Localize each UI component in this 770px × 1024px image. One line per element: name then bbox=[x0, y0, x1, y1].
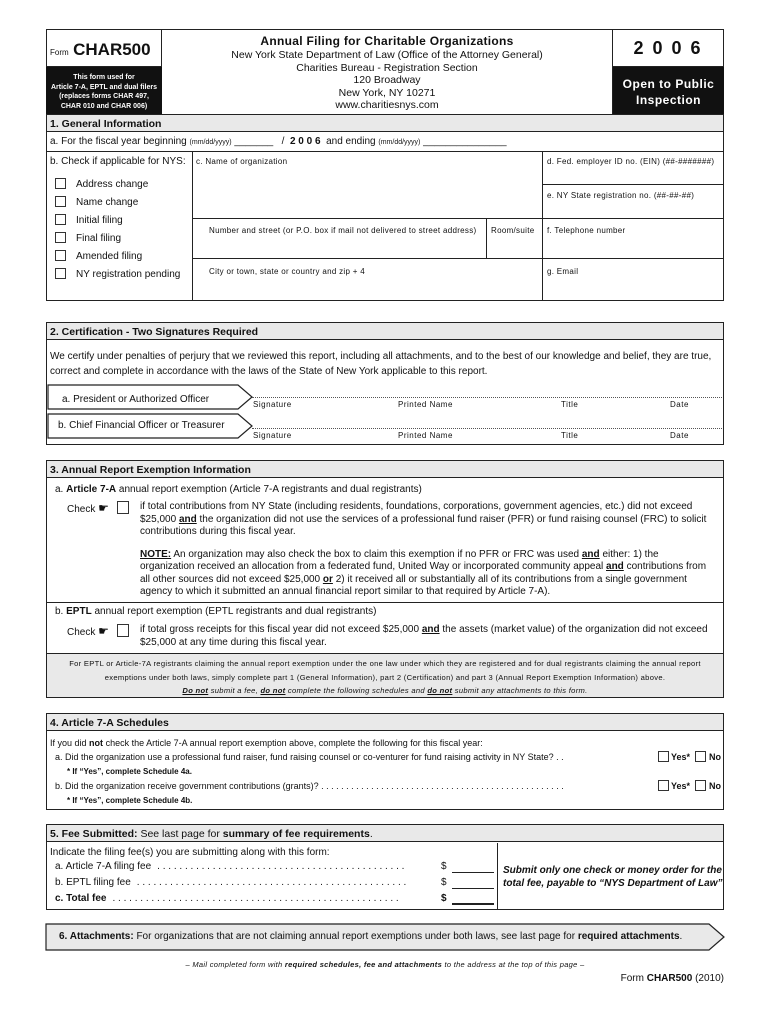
amount: $25,000 bbox=[140, 513, 177, 525]
col-signature: Signature bbox=[253, 400, 292, 409]
period: . bbox=[679, 931, 683, 942]
used-for-line: CHAR 010 and CHAR 006) bbox=[60, 102, 148, 110]
currency-symbol: $ bbox=[441, 861, 447, 872]
col-date: Date bbox=[670, 400, 689, 409]
fee-amount-field[interactable] bbox=[452, 875, 494, 889]
agency-line: New York State Department of Law (Office of the Attorney General) bbox=[231, 49, 543, 61]
yes-label: Yes* bbox=[671, 752, 691, 762]
pointing-hand-icon: ☛ bbox=[98, 624, 109, 638]
org-name-field[interactable] bbox=[194, 168, 540, 216]
note-line: organization received an allocation from a federated fund, United Way or incorporated community appeal bbox=[140, 561, 604, 572]
footnote-line: For EPTL or Article-7A registrants claiming the annual report exemption under the one law under which they are registered and for dual registrants claiming the annual report bbox=[69, 659, 701, 668]
and-emph: and bbox=[178, 513, 197, 525]
exemption-line: $25,000 at any time during this fiscal year. bbox=[140, 636, 327, 648]
exemption-b-heading bbox=[55, 606, 376, 617]
question-4a-yes-checkbox[interactable] bbox=[658, 751, 669, 762]
fee-amount-field[interactable] bbox=[452, 891, 494, 905]
tax-year: 2 0 0 6 bbox=[633, 38, 703, 58]
fee-amount-field[interactable] bbox=[452, 859, 494, 873]
note-label: NOTE: bbox=[140, 548, 172, 560]
checkbox-label: Name change bbox=[76, 197, 139, 208]
note-line: all other sources did not exceed $25,000 bbox=[140, 573, 321, 585]
nys-reg-label: e. NY State registration no. (##-##-##) bbox=[547, 191, 695, 200]
fee-label: c. Total fee bbox=[55, 893, 107, 904]
used-for-line: This form used for bbox=[73, 74, 135, 81]
or-emph: or bbox=[322, 573, 333, 585]
divider bbox=[192, 218, 724, 219]
note-line: agency to which it submitted an annual financial report similar to that required by Article 7-A). bbox=[140, 586, 551, 597]
col-printed-name: Printed Name bbox=[398, 431, 453, 440]
used-for-line: (replaces forms CHAR 497, bbox=[59, 93, 149, 100]
exemption-a-text bbox=[140, 501, 706, 599]
cert-line: We certify under penalties of perjury that we reviewed this report, including all attachments, and to the best of our knowledge and belief, they are true, bbox=[50, 351, 712, 362]
do-not-emph: Do not bbox=[182, 686, 209, 695]
question-4b-no-checkbox[interactable] bbox=[695, 780, 706, 791]
fee-label: a. Article 7-A filing fee bbox=[55, 861, 152, 872]
email-label: g. Email bbox=[547, 267, 579, 276]
fee-summary-link: summary of fee requirements bbox=[222, 828, 370, 840]
leader-dots: . . . . . . . . . . . . . . . . . . . . . . . . . . . . . . . . . . . . . . . . . . . . . bbox=[157, 861, 405, 872]
and-emph: and bbox=[581, 548, 600, 560]
col-title: Title bbox=[561, 431, 579, 440]
street-field[interactable] bbox=[194, 238, 484, 256]
question-4a-no-checkbox[interactable] bbox=[695, 751, 706, 762]
footnote-line: submit any attachments to this form. bbox=[454, 686, 588, 695]
checkbox-label: Initial filing bbox=[76, 215, 123, 226]
col-signature: Signature bbox=[253, 431, 292, 440]
section-5-heading bbox=[46, 824, 724, 842]
do-not-emph: do not bbox=[427, 686, 453, 695]
room-field[interactable] bbox=[488, 238, 540, 256]
check-prompt bbox=[67, 624, 109, 638]
eptl-exemption-checkbox[interactable] bbox=[117, 624, 129, 637]
question-4b: b. Did the organization receive government contributions (grants)? . . . . . . . . . . . . . . . . . . . . . . . . . . . . . . . . . . . . . . . . . . . . . . . . . bbox=[55, 781, 564, 791]
fee-heading-bold: 5. Fee Submitted: bbox=[50, 828, 138, 840]
pointing-hand-icon: ☛ bbox=[98, 501, 109, 515]
leader-dots: . . . . . . . . . . . . . . . . . . . . . . . . . . . . . . . . . . . . . . . . . . . . . . . . . bbox=[136, 877, 407, 888]
fiscal-year-line bbox=[50, 136, 507, 147]
payment-line: Submit only one check or money order for the bbox=[503, 865, 722, 876]
section-1-heading: 1. General Information bbox=[46, 114, 724, 132]
section-4-heading: 4. Article 7-A Schedules bbox=[46, 713, 724, 731]
public-inspection-box bbox=[613, 67, 724, 115]
col-printed-name: Printed Name bbox=[398, 400, 453, 409]
attachments-label: 6. Attachments: bbox=[59, 931, 134, 942]
form-id bbox=[50, 40, 151, 60]
form-title: Annual Filing for Charitable Organizations bbox=[260, 34, 514, 48]
ein-label: d. Fed. employer ID no. (EIN) (##-#######) bbox=[547, 157, 715, 166]
section-3-heading: 3. Annual Report Exemption Information bbox=[46, 460, 724, 478]
footnote-line: submit a fee, bbox=[210, 686, 259, 695]
fiscal-prefix: a. For the fiscal year beginning bbox=[50, 136, 187, 147]
mail-emph: required schedules, fee and attachments bbox=[284, 960, 443, 969]
mail-text: to the address at the top of this page – bbox=[444, 960, 585, 969]
eptl-label: EPTL bbox=[66, 606, 92, 617]
fee-row bbox=[55, 861, 495, 872]
and-emph: and bbox=[606, 561, 624, 572]
date-format: (mm/dd/yyyy) bbox=[378, 139, 421, 146]
divider bbox=[486, 218, 487, 258]
agency-line: www.charitiesnys.com bbox=[335, 99, 439, 111]
fiscal-end-field[interactable]: _______________ bbox=[423, 136, 507, 147]
note-line: An organization may also check the box to claim this exemption if no PFR or FRC was used bbox=[173, 548, 580, 560]
divider bbox=[192, 151, 193, 301]
do-not-emph: do not bbox=[260, 686, 286, 695]
schedule-4a-note: * If “Yes”, complete Schedule 4a. bbox=[67, 767, 192, 776]
article-7a-exemption-checkbox[interactable] bbox=[117, 501, 129, 514]
question-4a: a. Did the organization use a professional fund raiser, fund raising counsel or co-venturer for fund raising activity in NY State? . . bbox=[55, 752, 564, 762]
mail-text: – Mail completed form with bbox=[185, 960, 283, 969]
check-word: Check bbox=[67, 504, 96, 515]
exemption-line: if total gross receipts for this fiscal year did not exceed $25,000 bbox=[140, 624, 420, 635]
checkbox-ny-registration-pending[interactable] bbox=[55, 268, 66, 279]
item-letter: a. bbox=[55, 484, 64, 495]
intro-text: check the Article 7-A annual report exemption above, complete the following for this fiscal year: bbox=[105, 738, 483, 748]
signer-arrows bbox=[46, 384, 256, 440]
checkbox-amended-filing[interactable] bbox=[55, 250, 66, 261]
email-field[interactable] bbox=[544, 278, 722, 298]
used-for-line: Article 7-A, EPTL and dual filers bbox=[50, 83, 158, 91]
fiscal-year: 2 0 0 6 bbox=[289, 136, 321, 147]
room-label: Room/suite bbox=[491, 226, 535, 235]
article-7a-label: Article 7-A bbox=[66, 484, 117, 495]
form-year: (2010) bbox=[695, 973, 724, 984]
org-name-label: c. Name of organization bbox=[196, 157, 288, 166]
officer-label: a. President or Authorized Officer bbox=[62, 394, 210, 405]
fee-heading-rest: See last page for bbox=[140, 828, 220, 840]
checkbox-label: Amended filing bbox=[76, 251, 143, 262]
nys-reg-field[interactable] bbox=[544, 202, 722, 216]
required-attachments: required attachments bbox=[577, 931, 680, 942]
check-word: Check bbox=[67, 627, 96, 638]
agency-line: New York, NY 10271 bbox=[338, 86, 436, 99]
officer-signature-line[interactable] bbox=[252, 397, 722, 398]
divider bbox=[46, 151, 724, 152]
question-4b-yes-checkbox[interactable] bbox=[658, 780, 669, 791]
fiscal-start-field[interactable]: _______ bbox=[234, 136, 274, 147]
exemption-line: the assets (market value) of the organization did not exceed bbox=[442, 624, 708, 635]
attachments-text bbox=[59, 931, 682, 942]
payment-line: total fee, payable to “NYS Department of Law” bbox=[503, 878, 723, 889]
exemption-a-heading bbox=[55, 484, 422, 495]
check-prompt bbox=[67, 501, 109, 515]
phone-label: f. Telephone number bbox=[547, 226, 626, 235]
schedules-intro bbox=[50, 738, 483, 748]
divider bbox=[46, 602, 724, 603]
attachments-desc: For organizations that are not claiming annual report exemptions under both laws, see last page for bbox=[136, 931, 576, 942]
checkbox-final-filing[interactable] bbox=[55, 232, 66, 243]
schedule-4b-note: * If “Yes”, complete Schedule 4b. bbox=[67, 796, 193, 805]
note-line: either: 1) the bbox=[602, 548, 659, 560]
checkbox-address-change[interactable] bbox=[55, 178, 66, 189]
public-line: Open to Public bbox=[622, 77, 715, 91]
footnote-line: exemptions under both laws, simply complete part 1 (General Information), part 2 (Certification) and part 3 (Annual Report Exemption Information) above. bbox=[104, 672, 666, 682]
checkbox-label: Address change bbox=[76, 179, 149, 190]
mail-instructions bbox=[46, 960, 724, 969]
no-label: No bbox=[709, 752, 721, 762]
phone-field[interactable] bbox=[544, 238, 722, 256]
exemption-line: if total contributions from NY State (including residents, foundations, corporations, government agencies, etc.) did not exceed bbox=[140, 501, 693, 512]
checkbox-label: Final filing bbox=[76, 233, 122, 244]
exemption-b-text bbox=[140, 624, 708, 649]
fee-row bbox=[55, 893, 495, 904]
leader-dots: . . . . . . . . . . . . . . . . . . . . . . . . . . . . . . . . . . . . . . . . . . . . . . . . . . . . bbox=[112, 893, 399, 904]
exemption-footnote bbox=[47, 654, 723, 697]
payment-instructions bbox=[503, 864, 722, 890]
agency-line: 120 Broadway bbox=[353, 74, 421, 86]
and-ending: and ending bbox=[326, 136, 376, 147]
section-2-heading: 2. Certification - Two Signatures Required bbox=[46, 322, 724, 340]
date-format: (mm/dd/yyyy) bbox=[189, 139, 232, 146]
form-code: CHAR500 bbox=[646, 973, 693, 984]
divider bbox=[542, 184, 724, 185]
cfo-label: b. Chief Financial Officer or Treasurer bbox=[58, 420, 225, 431]
divider bbox=[192, 258, 724, 259]
intro-text: If you did bbox=[50, 738, 87, 748]
form-code: CHAR500 bbox=[73, 40, 151, 59]
used-for-box bbox=[46, 67, 162, 115]
ein-field[interactable] bbox=[544, 168, 722, 182]
checkbox-initial-filing[interactable] bbox=[55, 214, 66, 225]
note-line: 2) it received all or substantially all of its contributions from a single government bbox=[335, 573, 687, 585]
checkbox-name-change[interactable] bbox=[55, 196, 66, 207]
col-date: Date bbox=[670, 431, 689, 440]
exemption-a-desc: annual report exemption (Article 7-A registrants and dual registrants) bbox=[118, 484, 422, 495]
currency-symbol: $ bbox=[441, 877, 447, 888]
not-emph: not bbox=[89, 738, 104, 748]
no-label: No bbox=[709, 781, 721, 791]
form-word: Form bbox=[620, 973, 644, 984]
slash: / bbox=[281, 136, 285, 147]
fee-intro: Indicate the filing fee(s) you are submitting along with this form: bbox=[50, 847, 330, 858]
period: . bbox=[369, 828, 373, 840]
public-line: Inspection bbox=[635, 93, 701, 107]
checkbox-label: NY registration pending bbox=[76, 269, 181, 280]
and-emph: and bbox=[421, 624, 440, 635]
yes-label: Yes* bbox=[671, 781, 691, 791]
city-label: City or town, state or country and zip + 4 bbox=[209, 267, 366, 276]
col-title: Title bbox=[561, 400, 579, 409]
footnote-line: complete the following schedules and bbox=[287, 686, 425, 695]
fee-row bbox=[55, 877, 495, 888]
fee-label: b. EPTL filing fee bbox=[55, 877, 131, 888]
street-label: Number and street (or P.O. box if mail not delivered to street address) bbox=[209, 226, 477, 235]
form-word: Form bbox=[50, 48, 69, 57]
city-field[interactable] bbox=[194, 278, 540, 298]
exemption-line: the organization did not use the services of a professional fund raiser (PFR) or fund raising counsel (FRC) to solicit bbox=[199, 513, 707, 525]
cfo-signature-line[interactable] bbox=[252, 428, 722, 429]
divider bbox=[497, 843, 498, 910]
divider bbox=[542, 151, 543, 301]
nys-check-label: b. Check if applicable for NYS: bbox=[50, 156, 186, 167]
certification-text bbox=[50, 349, 711, 379]
exemption-b-desc: annual report exemption (EPTL registrants and dual registrants) bbox=[94, 606, 377, 617]
note-line: contributions from bbox=[626, 561, 707, 572]
item-letter: b. bbox=[55, 606, 64, 617]
currency-symbol: $ bbox=[441, 893, 447, 904]
header-center bbox=[162, 34, 612, 112]
cert-line: correct and complete in accordance with the laws of the State of New York applicable to this report. bbox=[50, 366, 488, 377]
agency-line: Charities Bureau - Registration Section bbox=[296, 61, 478, 74]
exemption-line: contributions during this fiscal year. bbox=[140, 526, 296, 537]
form-footer-id bbox=[621, 973, 724, 984]
